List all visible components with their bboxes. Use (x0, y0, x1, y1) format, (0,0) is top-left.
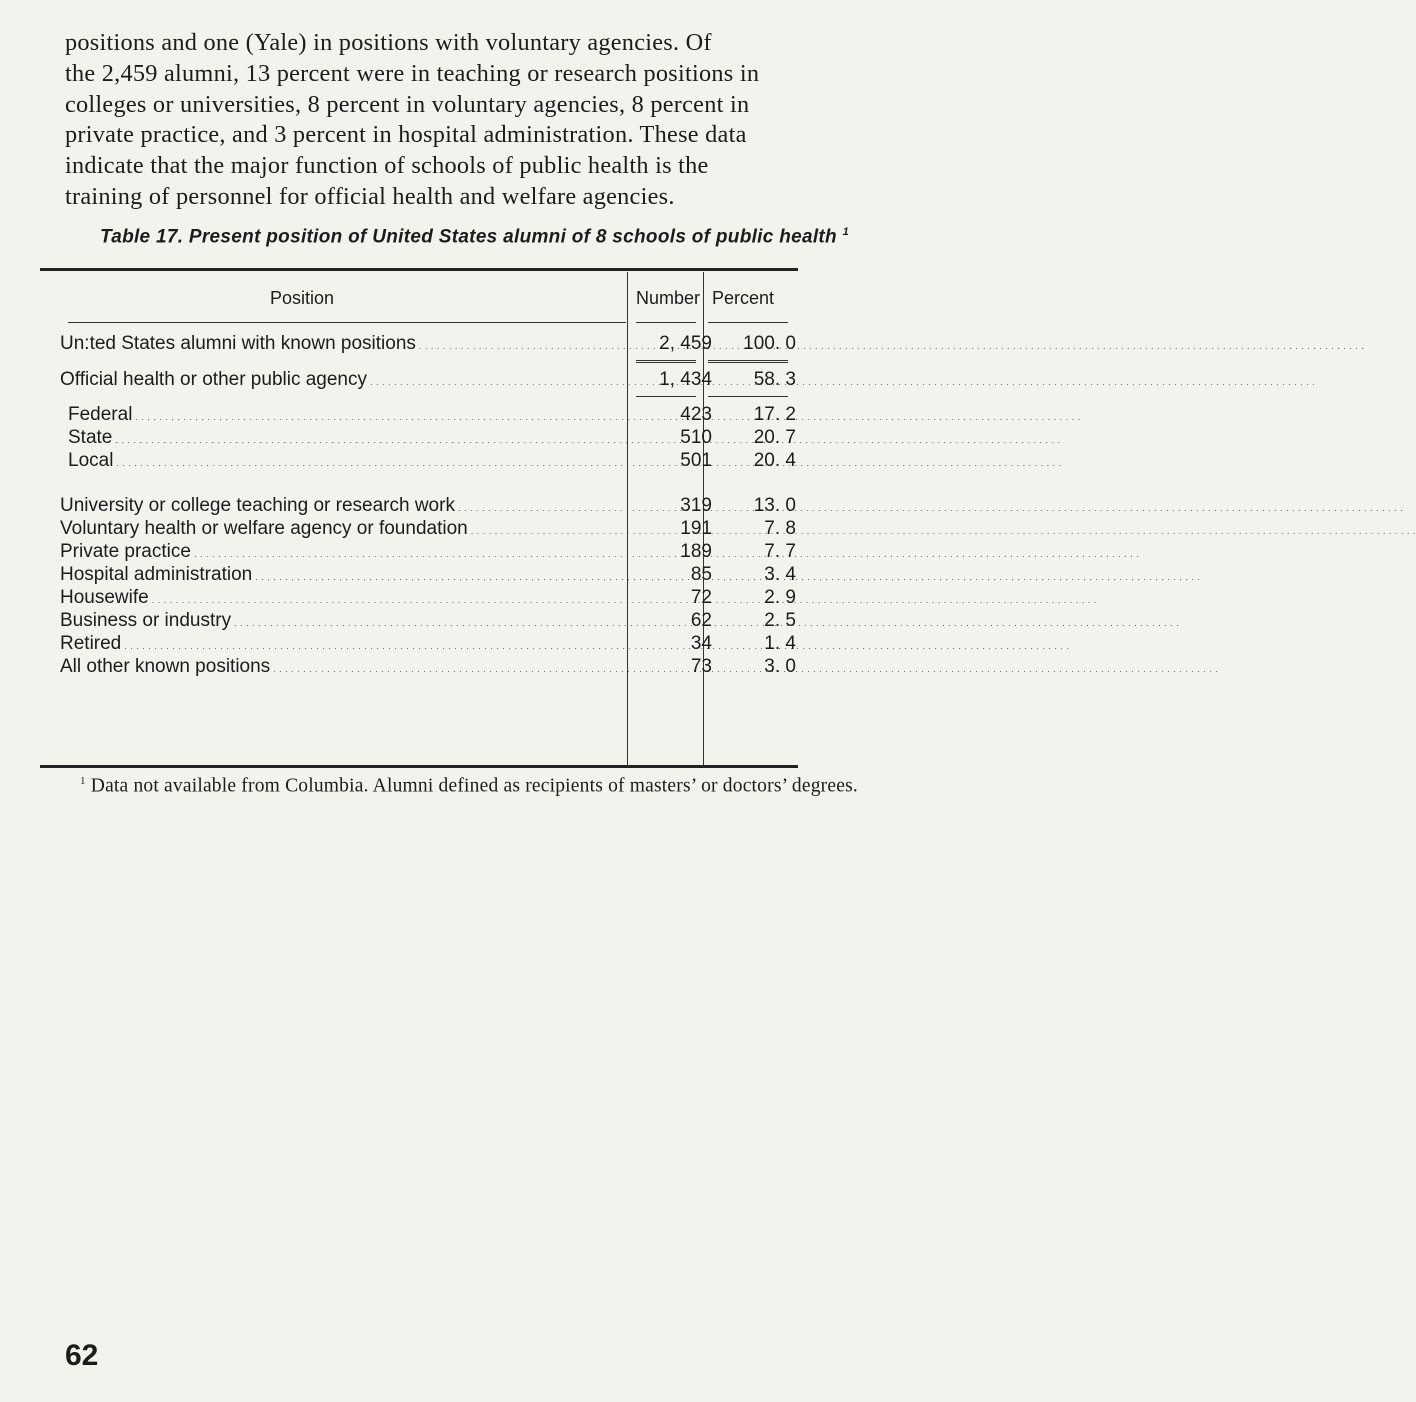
header-position: Position (270, 288, 335, 308)
row-percent: 20. 7 (753, 427, 796, 448)
row-label: Un:ted States alumni with known positions . . . (60, 333, 626, 355)
paragraph-line: colleges or universities, 8 percent in voluntary agencies, 8 percent in (65, 90, 750, 118)
row-percent: 1. 4 (764, 633, 796, 654)
row-label: State . . . (68, 427, 626, 449)
row-percent: 17. 2 (753, 404, 796, 425)
row-percent: 2. 5 (764, 610, 796, 631)
table-top-rule (40, 268, 798, 271)
table-caption-footnote-marker: 1 (842, 226, 849, 238)
table-row (60, 518, 800, 542)
body-paragraph (65, 28, 785, 213)
table-bottom-rule (40, 765, 798, 768)
table-row (60, 404, 800, 428)
table-row (60, 333, 800, 357)
paragraph-line: positions and one (Yale) in positions with voluntary agencies. Of (65, 29, 712, 56)
row-number: 319 (680, 495, 712, 516)
row-percent: 100. 0 (743, 333, 796, 354)
header-number: Number (636, 288, 701, 308)
row-number: 34 (690, 633, 712, 654)
row-number: 72 (690, 587, 712, 608)
paragraph-line: indicate that the major function of schools of public health is the (65, 152, 709, 180)
row-percent: 3. 0 (764, 656, 796, 677)
row-label: Voluntary health or welfare agency or foundation . . . (60, 518, 626, 540)
row-percent: 3. 4 (764, 564, 796, 585)
table-footnote (80, 775, 858, 798)
row-number: 189 (680, 541, 712, 562)
footnote-text: Data not available from Columbia. Alumni defined as recipients of masters’ or doctors’ degrees. (90, 775, 858, 797)
row-number: 501 (680, 450, 712, 471)
table-row (60, 541, 800, 565)
row-number: 423 (680, 404, 712, 425)
paragraph-line: training of personnel for official health and welfare agencies. (65, 182, 675, 210)
footnote-marker: 1 (80, 775, 86, 787)
subtotal-rule (708, 396, 788, 397)
row-number: 2, 459 (659, 333, 712, 354)
row-label: Official health or other public agency . . . (60, 369, 626, 391)
row-number: 191 (680, 518, 712, 539)
paragraph-line: the 2,459 alumni, 13 percent were in teaching or research positions in (65, 59, 760, 87)
table-row (60, 587, 800, 611)
row-percent: 13. 0 (753, 495, 796, 516)
table-row (60, 427, 800, 451)
table-row (60, 656, 800, 680)
page-number: 62 (65, 1339, 99, 1372)
table-row (60, 369, 800, 393)
header-rule (708, 322, 788, 323)
row-percent: 58. 3 (753, 369, 796, 390)
header-rule (636, 322, 696, 323)
subtotal-rule (636, 396, 696, 397)
row-label: Business or industry . . . (60, 610, 626, 632)
table-caption (100, 226, 849, 248)
row-label: Private practice . . . (60, 541, 626, 563)
row-label: University or college teaching or research work . . . (60, 495, 626, 517)
row-label: Federal . . . (68, 404, 626, 426)
row-label: Local . . . (68, 450, 626, 472)
row-percent: 20. 4 (753, 450, 796, 471)
header-rule (68, 322, 626, 323)
row-number: 510 (680, 427, 712, 448)
row-number: 85 (690, 564, 712, 585)
row-number: 1, 434 (659, 369, 712, 390)
row-label: Retired . . . (60, 633, 626, 655)
row-label: Housewife . . . (60, 587, 626, 609)
table-row (60, 495, 800, 519)
row-percent: 7. 7 (764, 541, 796, 562)
row-number: 73 (690, 656, 712, 677)
row-percent: 2. 9 (764, 587, 796, 608)
total-rule (708, 360, 788, 363)
table-row (60, 610, 800, 634)
row-number: 62 (690, 610, 712, 631)
table-row (60, 564, 800, 588)
row-percent: 7. 8 (764, 518, 796, 539)
total-rule (636, 360, 696, 363)
table-row (60, 450, 800, 474)
row-label: All other known positions . . . (60, 656, 626, 678)
table-caption-text: Table 17. Present position of United States alumni of 8 schools of public health (100, 226, 837, 248)
table-row (60, 633, 800, 657)
header-percent: Percent (712, 288, 775, 308)
row-label: Hospital administration . . . (60, 564, 626, 586)
paragraph-line: private practice, and 3 percent in hospital administration. These data (65, 121, 747, 149)
